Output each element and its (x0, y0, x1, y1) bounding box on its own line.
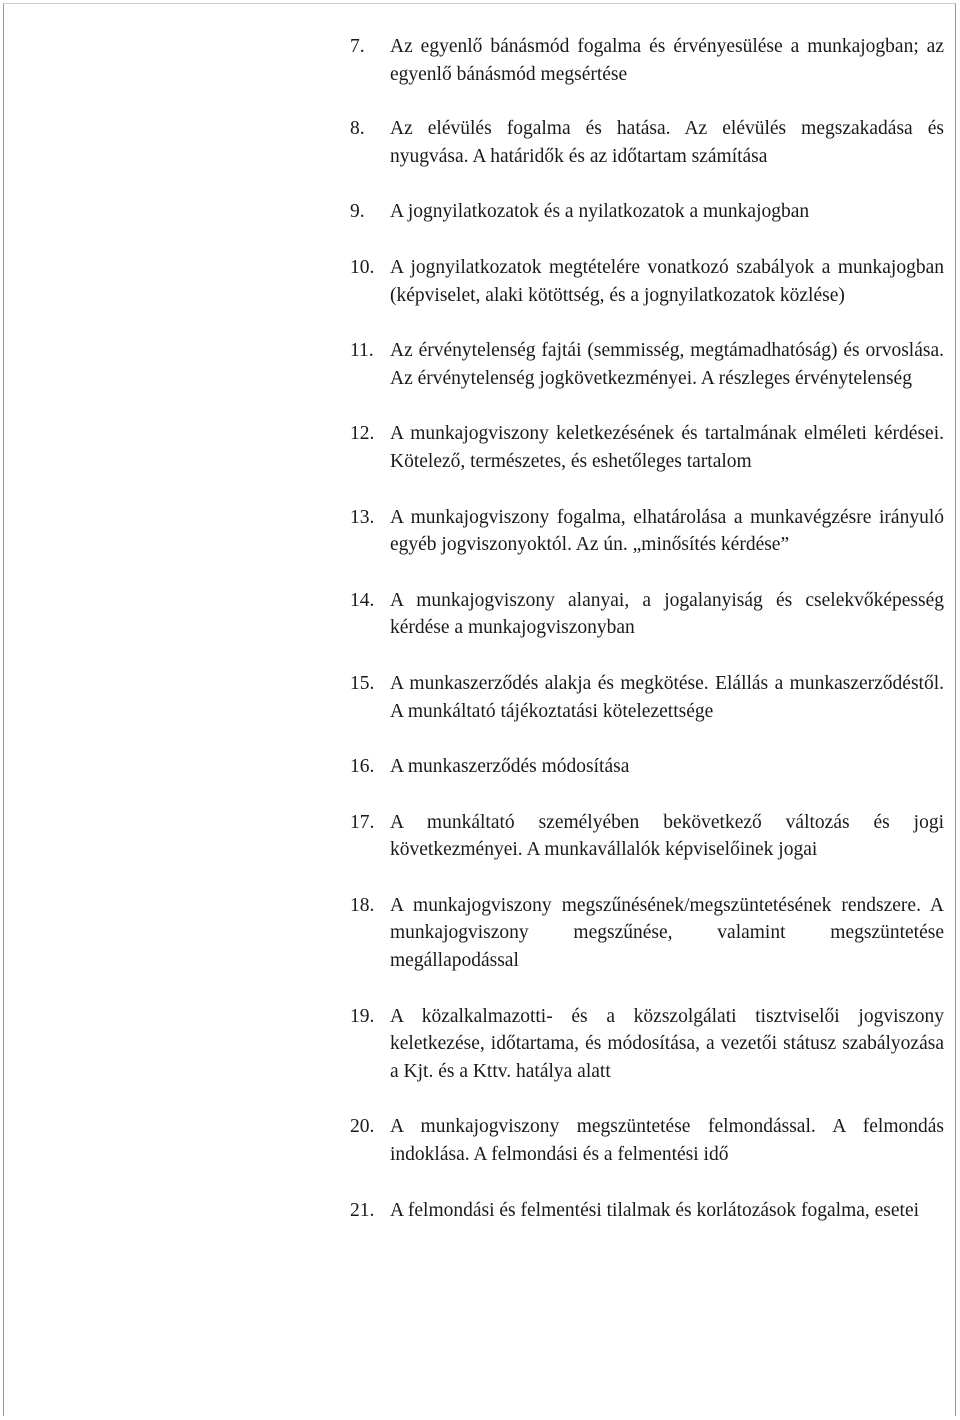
topic-item (350, 1003, 944, 1086)
topic-number: 12. (350, 423, 375, 445)
topic-item (350, 504, 944, 559)
topic-item (350, 254, 944, 309)
topic-list (350, 33, 944, 1224)
topic-text: A munkáltató személyében bekövetkező változás és jogi következményei. A munkavállalók képviselőinek jogai (390, 811, 944, 861)
topic-item (350, 587, 944, 642)
topic-number: 15. (350, 672, 375, 694)
topic-item (350, 420, 944, 475)
topic-item (350, 809, 944, 864)
topic-item (350, 115, 944, 170)
topic-number: 20. (350, 1116, 375, 1138)
topic-text: A jognyilatkozatok és a nyilatkozatok a munkajogban (390, 201, 810, 223)
topic-text: A közalkalmazotti- és a közszolgálati tisztviselői jogviszony keletkezése, időtartama, és módosítása, a vezetői státusz szabályozása a Kjt. és a Kttv. hatálya alatt (390, 1005, 944, 1082)
topic-text: Az elévülés fogalma és hatása. Az elévülés megszakadása és nyugvása. A határidők és az időtartam számítása (390, 118, 944, 167)
topic-text: Az egyenlő bánásmód fogalma és érvényesülése a munkajogban; az egyenlő bánásmód megsértése (390, 36, 944, 85)
topic-number: 10. (350, 256, 375, 278)
topic-text: A munkajogviszony alanyai, a jogalanyiság és cselekvőképesség kérdése a munkajogviszonyban (390, 589, 944, 639)
topic-item (350, 892, 944, 975)
topic-item (350, 33, 944, 88)
topic-text: A munkajogviszony megszüntetése felmondással. A felmondás indoklása. A felmondási és a felmentési idő (390, 1116, 944, 1166)
topic-text: A felmondási és felmentési tilalmak és korlátozások fogalma, esetei (390, 1199, 920, 1221)
topic-text: A munkaszerződés alakja és megkötése. Elállás a munkaszerződéstől. A munkáltató tájékoztatási kötelezettsége (390, 672, 944, 722)
topic-text: Az érvénytelenség fajtái (semmisség, megtámadhatóság) és orvoslása. Az érvénytelenség jogkövetkezményei. A részleges érvénytelenség (390, 340, 944, 389)
topic-item (350, 753, 944, 781)
topic-number: 13. (350, 506, 375, 528)
topic-item (350, 1197, 944, 1225)
topic-number: 14. (350, 589, 375, 611)
topic-number: 11. (350, 340, 374, 362)
topic-text: A munkajogviszony fogalma, elhatárolása a munkavégzésre irányuló egyéb jogviszonyoktól. Az ún. „minősítés kérdése” (390, 506, 944, 556)
topic-item (350, 1113, 944, 1168)
topic-text: A jognyilatkozatok megtételére vonatkozó szabályok a munkajogban (képviselet, alaki kötöttség, és a jognyilatkozatok közlése) (390, 256, 944, 306)
topic-number: 16. (350, 756, 375, 778)
topic-text: A munkajogviszony keletkezésének és tartalmának elméleti kérdései. Kötelező, természetes, és eshetőleges tartalom (390, 423, 944, 472)
topic-number: 9. (350, 201, 365, 223)
topic-number: 18. (350, 894, 375, 916)
topic-number: 19. (350, 1005, 375, 1027)
topic-item (350, 670, 944, 725)
topic-number: 7. (350, 36, 365, 57)
topic-text: A munkajogviszony megszűnésének/megszüntetésének rendszere. A munkajogviszony megszűnése, valamint megszüntetése megállapodással (390, 894, 944, 972)
topic-text: A munkaszerződés módosítása (390, 756, 630, 778)
topic-number: 21. (350, 1199, 375, 1221)
topic-number: 17. (350, 811, 375, 833)
topic-item (350, 198, 944, 226)
topic-item (350, 337, 944, 392)
topic-number: 8. (350, 118, 365, 140)
